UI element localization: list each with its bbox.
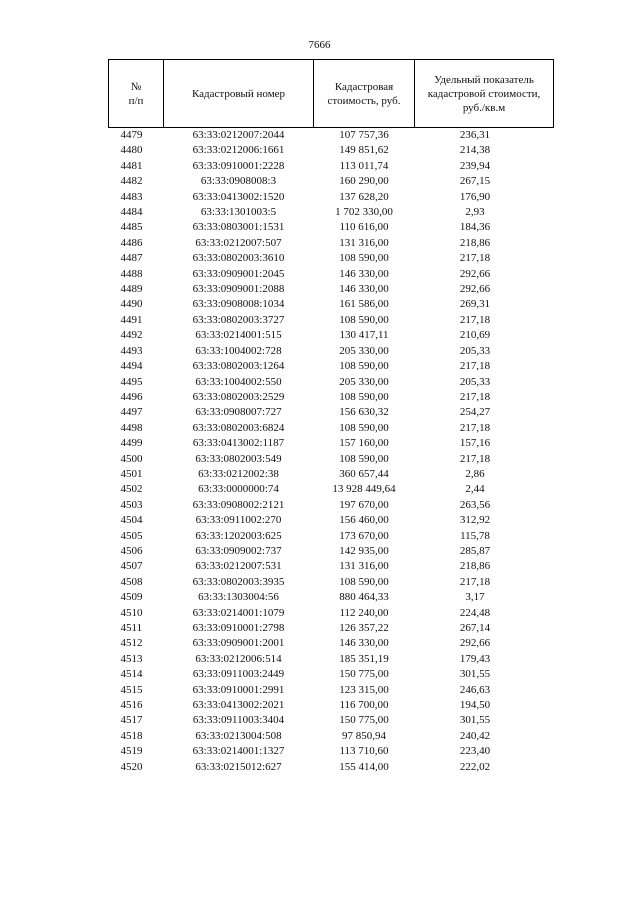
- cadastral-value: 156 460,00: [339, 514, 389, 527]
- table-row: [109, 220, 554, 235]
- cadastral-number: 63:33:0214001:515: [195, 329, 282, 342]
- cadastral-number: 63:33:1202003:625: [195, 529, 282, 542]
- cadastral-value: 150 775,00: [339, 714, 389, 727]
- cadastral-table: [108, 59, 554, 775]
- row-number: 4498: [120, 421, 143, 434]
- cadastral-value: 173 670,00: [339, 529, 389, 542]
- row-number: 4505: [120, 529, 143, 542]
- cadastral-number: 63:33:0911003:2449: [192, 668, 285, 681]
- unit-value: 263,56: [459, 498, 491, 511]
- unit-value: 246,63: [459, 683, 491, 696]
- cadastral-number: 63:33:0213004:508: [195, 729, 282, 742]
- cadastral-number: 63:33:0214001:1079: [192, 606, 285, 619]
- unit-value: 210,69: [459, 329, 491, 342]
- cadastral-value: 108 590,00: [339, 452, 389, 465]
- unit-value: 254,27: [459, 406, 491, 419]
- table-row: [109, 729, 554, 744]
- table-row: [109, 606, 554, 621]
- table-row: [109, 713, 554, 728]
- cadastral-number: 63:33:0212006:514: [195, 652, 282, 665]
- row-number: 4504: [120, 514, 143, 527]
- cadastral-value: 161 586,00: [339, 298, 389, 311]
- cadastral-number: 63:33:0909001:2088: [192, 283, 285, 296]
- unit-value: 3,17: [465, 591, 485, 604]
- cadastral-number: 63:33:0908007:727: [195, 406, 282, 419]
- unit-value: 285,87: [459, 544, 491, 557]
- table-row: [109, 744, 554, 759]
- unit-value: 115,78: [460, 529, 490, 542]
- cadastral-value: 108 590,00: [339, 390, 389, 403]
- row-number: 4484: [120, 206, 143, 219]
- unit-value: 236,31: [459, 129, 491, 141]
- cadastral-value: 146 330,00: [339, 283, 389, 296]
- cadastral-value: 130 417,11: [339, 329, 389, 342]
- table-header: [109, 60, 554, 128]
- row-number: 4517: [120, 714, 143, 727]
- cadastral-number: 63:33:1303004:56: [198, 591, 279, 604]
- page-number: 7666: [308, 39, 331, 51]
- cadastral-value: 108 590,00: [339, 313, 389, 326]
- table-row: [109, 405, 554, 420]
- cadastral-number: 63:33:0910001:2228: [192, 159, 285, 172]
- cadastral-number: 63:33:0908002:2121: [192, 498, 285, 511]
- unit-value: 214,38: [459, 144, 491, 157]
- cadastral-number: 63:33:0909001:2001: [192, 637, 285, 650]
- table-row: [109, 267, 554, 282]
- table-row: [109, 559, 554, 574]
- cadastral-number: 63:33:0212007:507: [195, 236, 282, 249]
- table-row: [109, 513, 554, 528]
- header-row-number-label: № п/п: [128, 80, 144, 107]
- header-row: [109, 60, 554, 128]
- cadastral-value: 185 351,19: [339, 652, 389, 665]
- cadastral-number: 63:33:0910001:2991: [192, 683, 285, 696]
- table-row: [109, 190, 554, 205]
- unit-value: 301,55: [459, 714, 491, 727]
- cadastral-value: 160 290,00: [339, 175, 389, 188]
- cadastral-value: 112 240,00: [339, 606, 389, 619]
- row-number: 4491: [120, 313, 143, 326]
- row-number: 4492: [120, 329, 143, 342]
- header-unit-value: Удельный показатель кадастровой стоимости, руб./кв.м: [415, 60, 554, 128]
- row-number: 4506: [120, 544, 143, 557]
- row-number: 4519: [120, 745, 143, 758]
- cadastral-value: 146 330,00: [339, 267, 389, 280]
- cadastral-value: 131 316,00: [339, 236, 389, 249]
- row-number: 4501: [120, 467, 143, 480]
- table-row: [109, 529, 554, 544]
- table-row: [109, 636, 554, 651]
- unit-value: 312,92: [459, 514, 491, 527]
- table-row: [109, 575, 554, 590]
- cadastral-value: 146 330,00: [339, 637, 389, 650]
- unit-value: 292,66: [459, 637, 491, 650]
- unit-value: 223,40: [459, 745, 491, 758]
- cadastral-number: 63:33:0911002:270: [195, 514, 282, 527]
- row-number: 4495: [120, 375, 143, 388]
- cadastral-number: 63:33:0215012:627: [195, 760, 282, 773]
- unit-value: 269,31: [459, 298, 491, 311]
- cadastral-value: 97 850,94: [342, 729, 386, 742]
- header-cadastral-number: Кадастровый номер: [164, 60, 314, 128]
- unit-value: 184,36: [459, 221, 491, 234]
- unit-value: 239,94: [459, 159, 491, 172]
- row-number: 4507: [120, 560, 143, 573]
- cadastral-number: 63:33:0413002:1187: [192, 437, 285, 450]
- unit-value: 240,42: [459, 729, 491, 742]
- unit-value: 292,66: [459, 283, 491, 296]
- cadastral-number: 63:33:0413002:1520: [192, 190, 285, 203]
- table-row: [109, 251, 554, 266]
- cadastral-value: 157 160,00: [339, 437, 389, 450]
- table-row: [109, 498, 554, 513]
- table-row: [109, 652, 554, 667]
- row-number: 4514: [120, 668, 143, 681]
- cadastral-value: 205 330,00: [339, 375, 389, 388]
- cadastral-value: 123 315,00: [339, 683, 389, 696]
- cadastral-number: 63:33:0910001:2798: [192, 622, 285, 634]
- cadastral-value: 150 775,00: [339, 668, 389, 681]
- cadastral-value: 110 616,00: [339, 221, 389, 234]
- row-number: 4490: [120, 298, 143, 311]
- row-number: 4515: [120, 683, 143, 696]
- unit-value: 2,86: [465, 467, 485, 480]
- table-row: [109, 390, 554, 405]
- table-row: [109, 359, 554, 374]
- row-number: 4510: [120, 606, 143, 619]
- cadastral-value: 108 590,00: [339, 252, 389, 265]
- cadastral-number: 63:33:0802003:1264: [192, 360, 285, 373]
- row-number: 4486: [120, 236, 143, 249]
- row-number: 4509: [120, 591, 143, 604]
- row-number: 4499: [120, 437, 143, 450]
- unit-value: 222,02: [459, 760, 491, 773]
- table-row: [109, 467, 554, 482]
- row-number: 4516: [120, 699, 143, 712]
- table-row: [109, 282, 554, 297]
- table-row: [109, 667, 554, 682]
- unit-value: 217,18: [459, 313, 491, 326]
- cadastral-number: 63:33:0212007:2044: [192, 129, 285, 141]
- table-row: [109, 159, 554, 174]
- unit-value: 2,93: [465, 206, 485, 219]
- cadastral-number: 63:33:0802003:3935: [192, 575, 285, 588]
- row-number: 4480: [120, 144, 143, 157]
- unit-value: 218,86: [459, 560, 491, 573]
- table-row: [109, 436, 554, 451]
- unit-value: 217,18: [459, 390, 491, 403]
- unit-value: 194,50: [459, 699, 491, 712]
- row-number: 4508: [120, 575, 143, 588]
- cadastral-value: 108 590,00: [339, 360, 389, 373]
- table-row: [109, 621, 554, 636]
- cadastral-number: 63:33:1301003:5: [200, 206, 277, 219]
- row-number: 4489: [120, 283, 143, 296]
- unit-value: 267,14: [459, 622, 491, 634]
- table-row: [109, 344, 554, 359]
- cadastral-value: 108 590,00: [339, 421, 389, 434]
- cadastral-value: 113 011,74: [339, 159, 389, 172]
- cadastral-number: 63:33:0802003:3610: [192, 252, 285, 265]
- row-number: 4513: [120, 652, 143, 665]
- cadastral-value: 113 710,60: [339, 745, 389, 758]
- table-row: [109, 128, 554, 144]
- cadastral-number: 63:33:0413002:2021: [192, 699, 285, 712]
- row-number: 4482: [120, 175, 143, 188]
- unit-value: 301,55: [459, 668, 491, 681]
- header-row-number: [109, 60, 164, 128]
- row-number: 4502: [120, 483, 143, 496]
- row-number: 4512: [120, 637, 143, 650]
- row-number: 4481: [120, 159, 143, 172]
- table-row: [109, 452, 554, 467]
- cadastral-number: 63:33:0911003:3404: [192, 714, 285, 727]
- cadastral-number: 63:33:0803001:1531: [192, 221, 285, 234]
- row-number: 4485: [120, 221, 143, 234]
- cadastral-value: 137 628,20: [339, 190, 389, 203]
- cadastral-number: 63:33:0212006:1661: [192, 144, 285, 157]
- cadastral-value: 126 357,22: [339, 622, 389, 634]
- cadastral-value: 205 330,00: [339, 344, 389, 357]
- table-row: [109, 544, 554, 559]
- cadastral-value: 131 316,00: [339, 560, 389, 573]
- row-number: 4488: [120, 267, 143, 280]
- unit-value: 205,33: [459, 375, 491, 388]
- cadastral-value: 155 414,00: [339, 760, 389, 773]
- cadastral-number: 63:33:0802003:3727: [192, 313, 285, 326]
- row-number: 4500: [120, 452, 143, 465]
- cadastral-value: 360 657,44: [339, 467, 389, 480]
- table-row: [109, 760, 554, 775]
- row-number: 4496: [120, 390, 143, 403]
- unit-value: 267,15: [459, 175, 491, 188]
- unit-value: 176,90: [459, 190, 491, 203]
- unit-value: 217,18: [459, 421, 491, 434]
- table-row: [109, 421, 554, 436]
- row-number: 4497: [120, 406, 143, 419]
- cadastral-value: 142 935,00: [339, 544, 389, 557]
- cadastral-value: 197 670,00: [339, 498, 389, 511]
- cadastral-number: 63:33:0909002:737: [195, 544, 282, 557]
- row-number: 4518: [120, 729, 143, 742]
- cadastral-number: 63:33:0214001:1327: [192, 745, 285, 758]
- table-row: [109, 698, 554, 713]
- table-row: [109, 313, 554, 328]
- row-number: 4503: [120, 498, 143, 511]
- table-row: [109, 143, 554, 158]
- cadastral-value: 149 851,62: [339, 144, 389, 157]
- unit-value: 179,43: [459, 652, 491, 665]
- unit-value: 2,44: [465, 483, 485, 496]
- unit-value: 292,66: [459, 267, 491, 280]
- cadastral-value: 1 702 330,00: [335, 206, 393, 219]
- cadastral-value: 880 464,33: [339, 591, 389, 604]
- cadastral-value: 108 590,00: [339, 575, 389, 588]
- row-number: 4520: [120, 760, 143, 773]
- table-row: [109, 205, 554, 220]
- unit-value: 217,18: [459, 252, 491, 265]
- header-cadastral-value: Кадастровая стоимость, руб.: [314, 60, 415, 128]
- table-row: [109, 174, 554, 189]
- table-row: [109, 590, 554, 605]
- unit-value: 217,18: [459, 575, 491, 588]
- row-number: 4487: [120, 252, 143, 265]
- unit-value: 218,86: [459, 236, 491, 249]
- table-body: [109, 128, 554, 776]
- unit-value: 217,18: [459, 360, 491, 373]
- cadastral-value: 116 700,00: [339, 699, 389, 712]
- row-number: 4493: [120, 344, 143, 357]
- cadastral-value: 107 757,36: [339, 129, 389, 141]
- cadastral-value: 13 928 449,64: [332, 483, 396, 496]
- row-number: 4511: [120, 622, 143, 634]
- cadastral-number: 63:33:0802003:2529: [192, 390, 285, 403]
- table-row: [109, 482, 554, 497]
- unit-value: 217,18: [459, 452, 491, 465]
- cadastral-number: 63:33:1004002:550: [195, 375, 282, 388]
- cadastral-number: 63:33:1004002:728: [195, 344, 282, 357]
- unit-value: 157,16: [459, 437, 491, 450]
- cadastral-number: 63:33:0212002:38: [198, 467, 279, 480]
- table-row: [109, 328, 554, 343]
- cadastral-number: 63:33:0908008:3: [200, 175, 277, 188]
- cadastral-value: 156 630,32: [339, 406, 389, 419]
- table-row: [109, 236, 554, 251]
- table-row: [109, 297, 554, 312]
- unit-value: 205,33: [459, 344, 491, 357]
- row-number: 4494: [120, 360, 143, 373]
- cadastral-number: 63:33:0000000:74: [198, 483, 279, 496]
- cadastral-number: 63:33:0212007:531: [195, 560, 282, 573]
- cadastral-number: 63:33:0802003:549: [195, 452, 282, 465]
- row-number: 4483: [120, 190, 143, 203]
- row-number: 4479: [120, 129, 143, 141]
- table-row: [109, 683, 554, 698]
- cadastral-number: 63:33:0802003:6824: [192, 421, 285, 434]
- table-row: [109, 375, 554, 390]
- unit-value: 224,48: [459, 606, 491, 619]
- cadastral-number: 63:33:0908008:1034: [192, 298, 285, 311]
- cadastral-number: 63:33:0909001:2045: [192, 267, 285, 280]
